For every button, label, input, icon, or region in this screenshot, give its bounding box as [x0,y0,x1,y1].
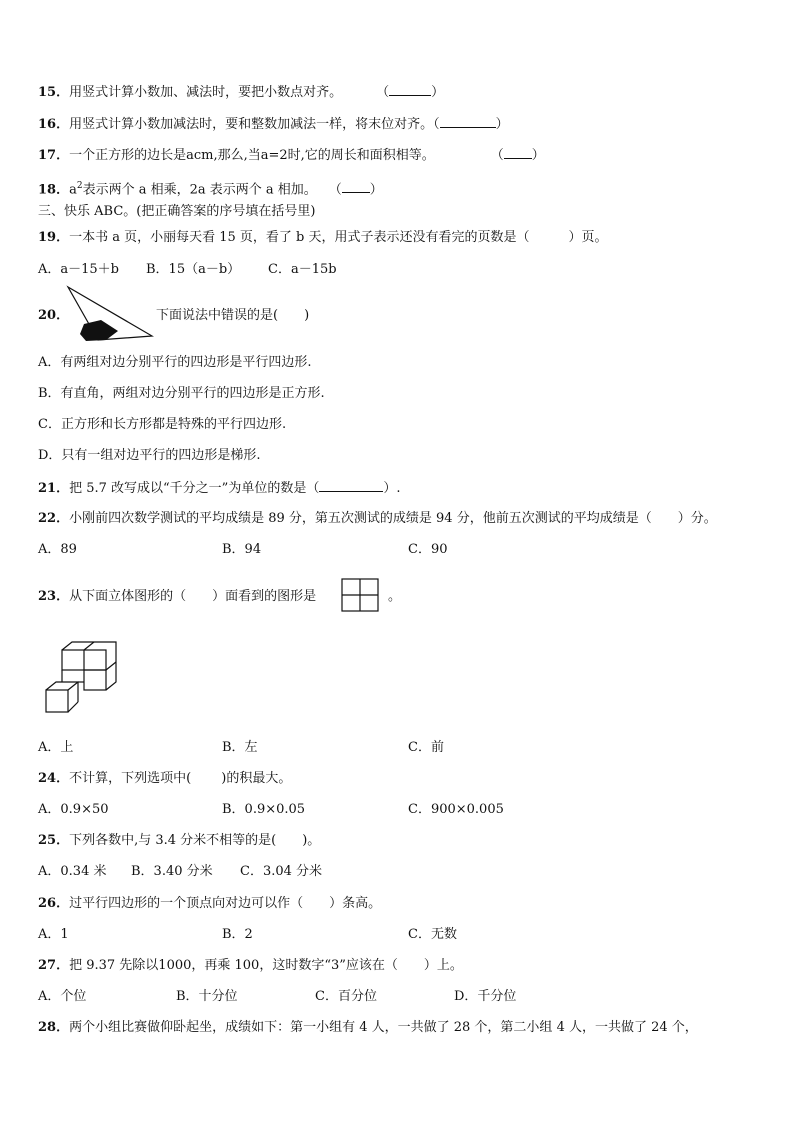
paren-open: （ [433,117,440,132]
question-number: 25． [38,833,70,848]
question-text: 用竖式计算小数加减法时，要和整数加减法一样，将末位对齐。 [69,117,434,132]
option-c[interactable]: C．无数 [408,927,457,942]
option-b[interactable]: B．有直角，两组对边分别平行的四边形是正方形. [38,386,325,401]
superscript: 2 [76,181,83,191]
option-b[interactable]: B．2 [222,927,253,942]
question-23-end: 。 [388,589,402,604]
triangle-figure [64,284,156,344]
question-text: 不计算，下列选项中( )的积最大。 [69,771,292,786]
triangle-blot [80,320,118,341]
option-d[interactable]: D．只有一组对边平行的四边形是梯形. [38,448,261,463]
question-number: 26． [38,896,70,911]
question-text: 一个正方形的边长是acm,那么,当a=2时,它的周长和面积相等。 [69,148,435,163]
question-text-b: ）. [383,481,401,496]
paren-close: ） [369,182,383,198]
question-text: 把 9.37 先除以1000，再乘 100，这时数字“3”应该在（ ）上。 [69,958,463,973]
question-text: 两个小组比赛做仰卧起坐，成绩如下：第一小组有 4 人，一共做了 28 个，第二小组 4 人，一共做了 24 个， [69,1020,698,1035]
option-c[interactable]: C．3.04 分米 [240,864,323,879]
option-b[interactable]: B．3.40 分米 [131,864,213,879]
question-text-a: 从下面立体图形的（ ）面看到的图形是 [69,589,317,604]
option-a[interactable]: A．上 [38,740,74,755]
option-d[interactable]: D．千分位 [454,989,517,1004]
option-a[interactable]: A．89 [38,542,77,557]
option-a[interactable]: A．a－15＋b [38,262,120,277]
grid-view-icon [341,578,379,612]
question-25 [38,832,320,850]
paren-open: （ [490,148,504,163]
question-text: 一本书 a 页，小丽每天看 15 页，看了 b 天，用式子表示还没有看完的页数是（ ）页。 [69,230,608,245]
option-b[interactable]: B．十分位 [176,989,238,1004]
question-15 [38,83,444,102]
question-21 [38,479,400,498]
option-c[interactable]: C．90 [408,542,448,557]
question-text-b: 表示两个 a 相乘，2a 表示两个 a 相加。 [82,182,317,198]
paren-open: （ [328,182,342,198]
question-28 [38,1019,698,1037]
answer-blank[interactable] [440,115,496,128]
question-number: 20． [38,308,70,323]
question-number: 22． [38,511,70,526]
question-23 [38,588,316,606]
question-text-a: a [69,182,77,198]
question-number: 16． [38,117,70,132]
option-a[interactable]: A．0.34 米 [38,864,107,879]
question-20-text: 下面说法中错误的是( ) [156,308,310,323]
option-a[interactable]: A．1 [38,927,69,942]
option-c[interactable]: C．a－15b [268,262,337,277]
paren-close: ） [431,85,445,100]
question-24 [38,770,291,788]
cube-stack-figure [40,640,124,716]
option-c[interactable]: C．前 [408,740,444,755]
question-26 [38,895,381,913]
question-text-a: 把 5.7 改写成以“千分之一”为单位的数是（ [69,481,320,496]
option-c[interactable]: C．900×0.005 [408,802,504,817]
question-number: 19． [38,230,70,245]
option-a[interactable]: A．个位 [38,989,87,1004]
paren-close: ） [531,148,545,163]
paren-close: ） [495,117,509,132]
question-text: 用竖式计算小数加、减法时，要把小数点对齐。 [69,85,343,100]
question-17 [38,146,545,165]
option-c[interactable]: C．正方形和长方形都是特殊的平行四边形. [38,417,287,432]
question-number: 21． [38,481,70,496]
question-16 [38,115,509,134]
option-b[interactable]: B．左 [222,740,258,755]
question-19 [38,229,608,247]
option-b[interactable]: B．0.9×0.05 [222,802,306,817]
answer-blank[interactable] [504,146,532,159]
question-number: 28． [38,1020,70,1035]
paren-open: （ [376,85,390,100]
section-heading: 三、快乐 ABC。(把正确答案的序号填在括号里) [38,204,316,219]
option-c[interactable]: C．百分位 [315,989,377,1004]
option-b[interactable]: B．94 [222,542,262,557]
option-a[interactable]: A．0.9×50 [38,802,109,817]
answer-blank[interactable] [389,83,431,96]
answer-blank[interactable] [342,180,370,193]
question-27 [38,957,463,975]
option-b[interactable]: B．15（a－b） [146,262,241,277]
question-number: 18． [38,182,70,198]
question-number: 23． [38,589,70,604]
answer-blank[interactable] [319,479,383,492]
question-number: 24． [38,771,70,786]
option-a[interactable]: A．有两组对边分别平行的四边形是平行四边形. [38,355,312,370]
question-text: 下列各数中,与 3.4 分米不相等的是( )。 [69,833,321,848]
question-number: 27． [38,958,70,973]
question-number: 17． [38,148,70,163]
question-text: 小刚前四次数学测试的平均成绩是 89 分，第五次测试的成绩是 94 分，他前五次测试的平均成绩是（ ）分。 [69,511,717,526]
question-22 [38,510,717,528]
question-number: 15． [38,85,70,100]
question-18 [38,177,383,199]
question-text: 过平行四边形的一个顶点向对边可以作（ ）条高。 [69,896,382,911]
